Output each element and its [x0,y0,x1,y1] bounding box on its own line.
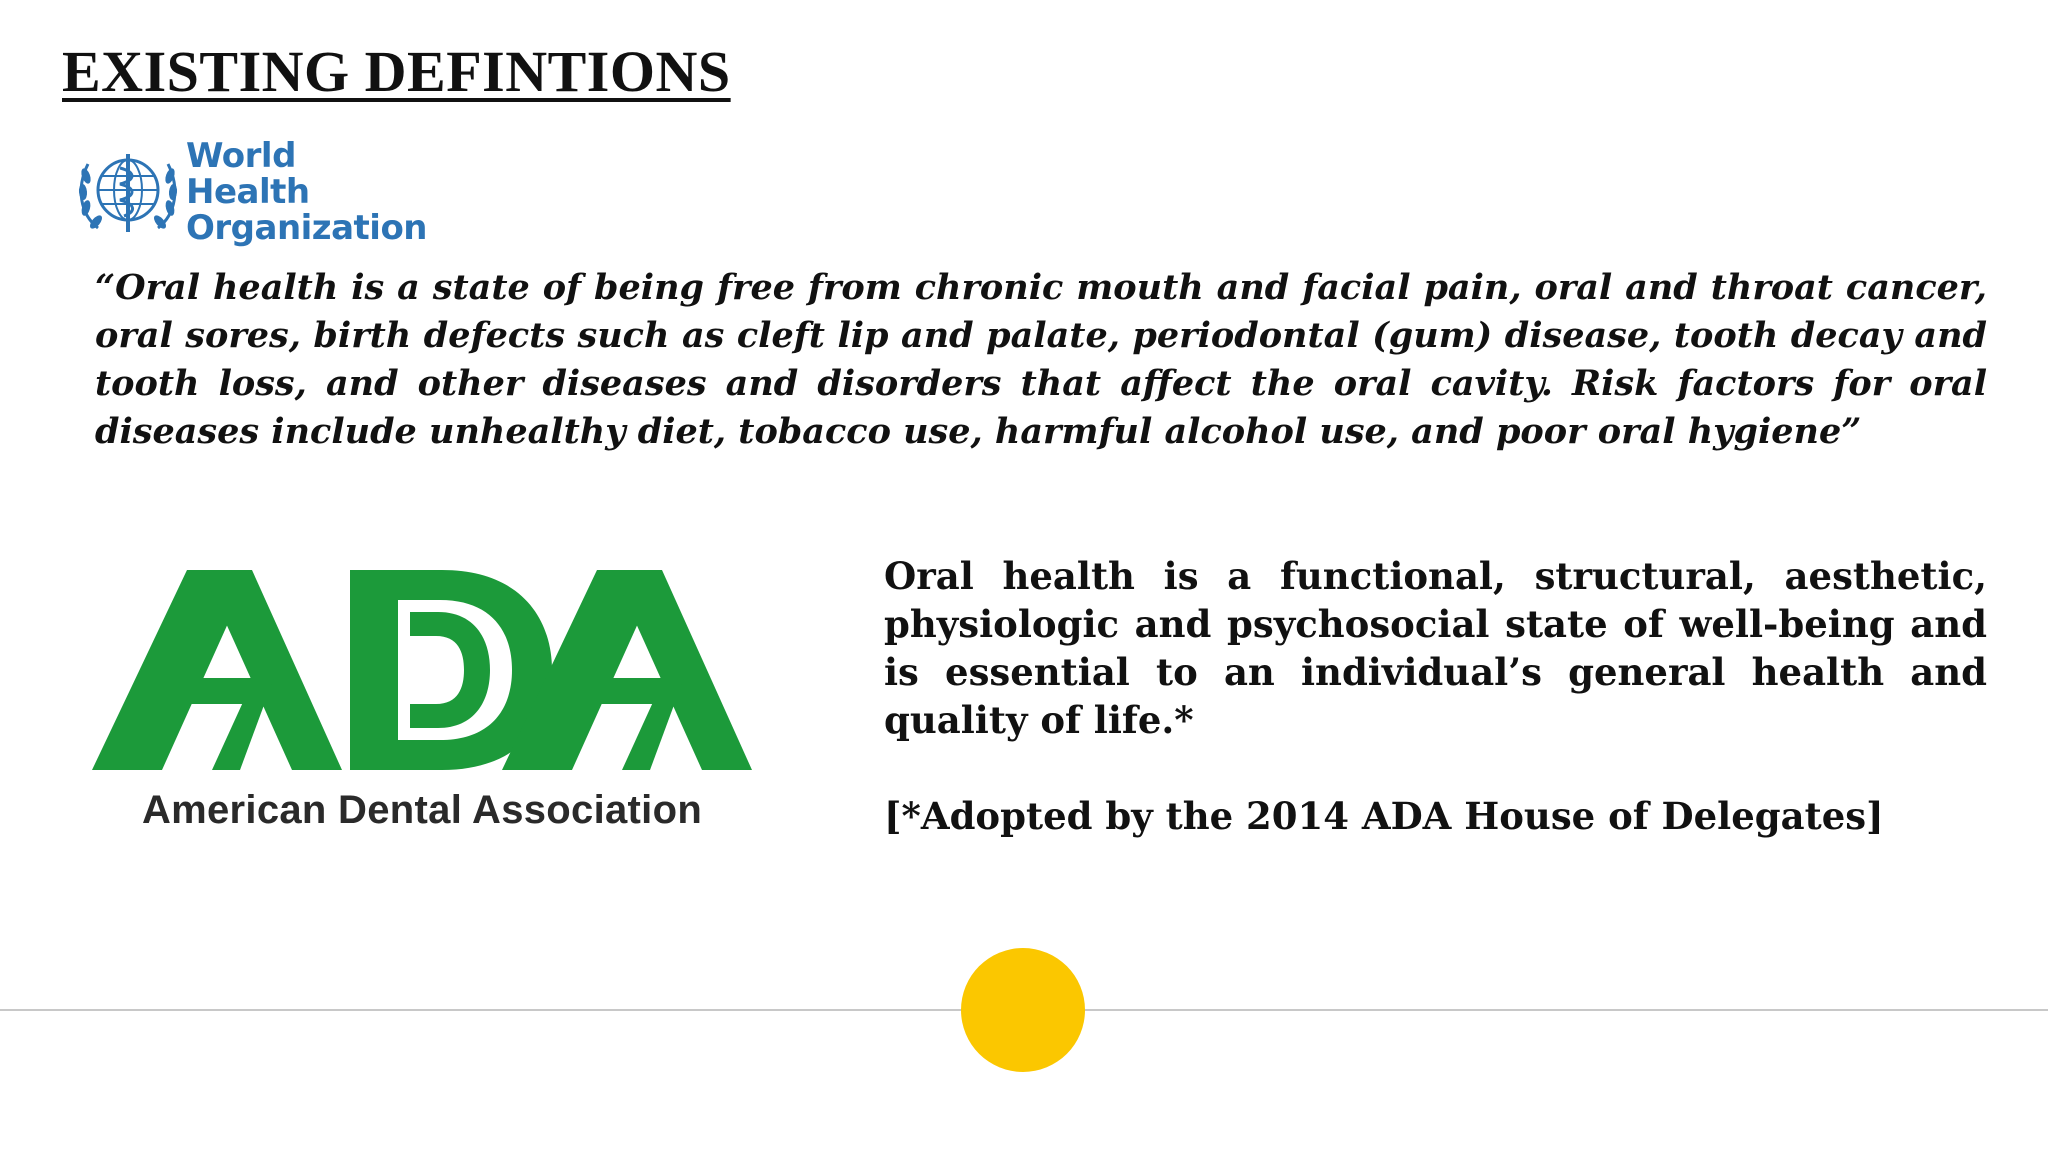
who-logo [74,136,428,248]
who-definition-quote: “Oral health is a state of being free from chronic mouth and facial pain, oral and throat cancer, oral sores, birth defects such as cleft lip and palate, periodontal (gum) disease, tooth decay and tooth loss, and other diseases and disorders that affect the oral cavity. Risk factors for oral diseases include unhealthy diet, tobacco use, harmful alcohol use, and poor oral hygiene” [95,267,1987,452]
ada-letters-mark [92,560,752,780]
who-wordmark [186,138,427,246]
who-wordmark-line2: Organization [186,208,428,248]
who-wordmark-line1: World Health [186,136,310,212]
ada-definition-text: Oral health is a functional, structural, aesthetic, physiologic and psychosocial state of well-being and is essential to an individual’s general health and quality of life.* [884,554,1987,742]
ada-footnote: [*Adopted by the 2014 ADA House of Delegates] [884,794,1884,838]
ada-logo [92,560,752,840]
ada-logo-name: American Dental Association [141,788,703,832]
who-emblem-icon [74,140,182,244]
page-title: EXISTING DEFINTIONS [62,39,731,104]
yellow-dot-decoration [961,948,1085,1072]
